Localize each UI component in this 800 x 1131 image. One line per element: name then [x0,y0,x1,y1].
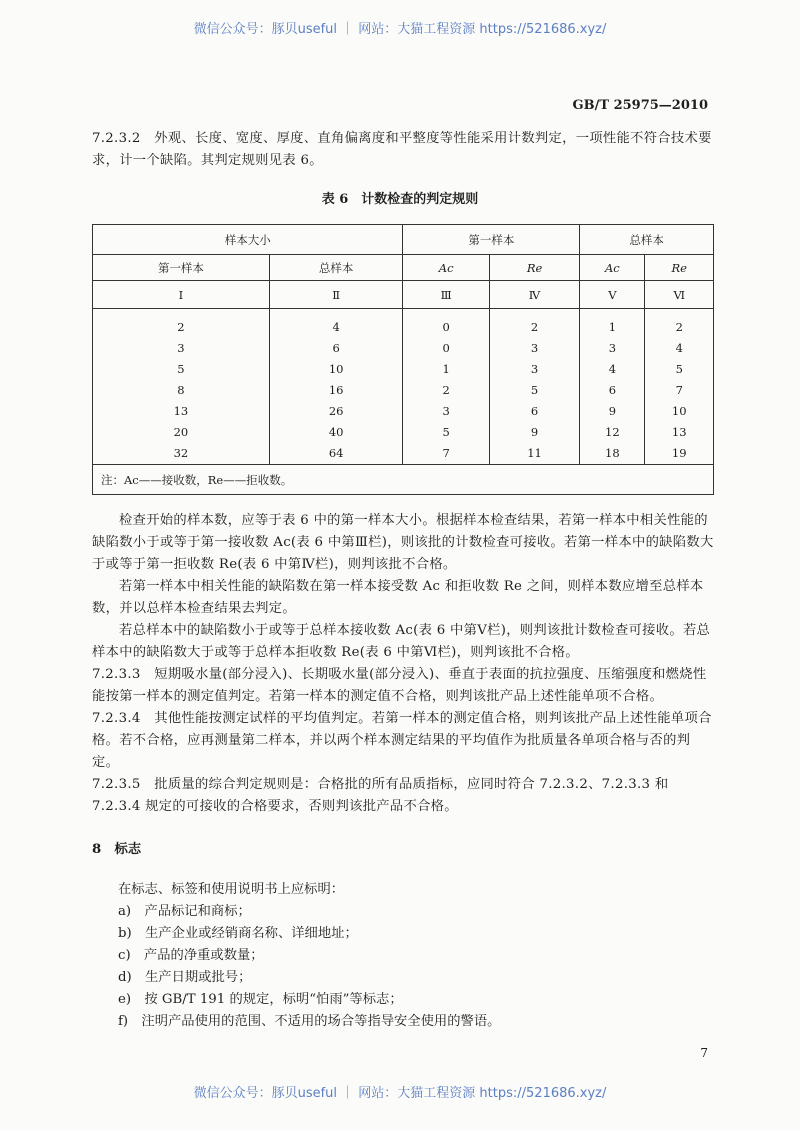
table-note: 注：Ac——接收数，Re——拒收数。 [93,465,714,495]
roman-col: Ⅱ [269,281,403,309]
sub-header: Ac [580,255,645,281]
data-col: 2 4 5 7 10 13 19 [645,309,714,465]
sub-header: Re [489,255,579,281]
list-item: f) 注明产品使用的范围、不适用的场合等指导安全使用的警语。 [118,1014,501,1029]
sub-header: 总样本 [269,255,403,281]
roman-col: Ⅳ [489,281,579,309]
list-item: c) 产品的净重或数量； [118,948,264,963]
watermark-top: 微信公众号：豚贝useful ｜ 网站：大猫工程资源 https://521686.xyz/ [193,22,607,37]
judgment-table [92,224,714,495]
section-heading: 8 标志 [92,842,142,857]
standard-number: GB/T 25975—2010 [572,98,708,113]
sub-header: Ac [403,255,489,281]
data-col: 4 6 10 16 26 40 64 [269,309,403,465]
sub-header: 第一样本 [93,255,270,281]
group-header: 样本大小 [93,225,403,255]
clause-7-2-3-3: 7.2.3.3 短期吸水量(部分浸入)、长期吸水量(部分浸入)、垂直于表面的抗拉强度、压缩强度和燃烧性能按第一样本的测定值判定。若第一样本的测定值不合格，则判该批产品上述性能单项不合格。 [92,667,707,704]
clause-7-2-3-5: 7.2.3.5 批质量的综合判定规则是：合格批的所有品质指标，应同时符合 7.2.3.2、7.2.3.3 和 7.2.3.4 规定的可接收的合格要求，否则判该批产品不合格。 [92,777,669,814]
data-col: 0 0 1 2 3 5 7 [403,309,489,465]
data-col: 1 3 4 6 9 12 18 [580,309,645,465]
line: 求，计一个缺陷。其判定规则见表 6。 [92,153,323,168]
roman-col: Ⅰ [93,281,270,309]
sub-header: Re [645,255,714,281]
list-item: a) 产品标记和商标； [118,904,251,919]
roman-col: Ⅵ [645,281,714,309]
data-col: 2 3 3 5 6 9 11 [489,309,579,465]
list-item: e) 按 GB/T 191 的规定，标明“怕雨”等标志； [118,992,403,1007]
page-number: 7 [700,1046,708,1060]
paragraph: 检查开始的样本数，应等于表 6 中的第一样本大小。根据样本检查结果，若第一样本中相关性能的缺陷数小于或等于第一接收数 Ac(表 6 中第Ⅲ栏)，则该批的计数检查可接收。若第一样本中的缺陷数大于或等于第一拒收数 Re(表 6 中第Ⅳ栏)，则判该批不合格。 [92,513,714,572]
list-item: d) 生产日期或批号； [118,970,252,985]
roman-col: Ⅲ [403,281,489,309]
clause-7-2-3-2 [92,128,714,172]
line: 7.2.3.2 外观、长度、宽度、厚度、直角偏离度和平整度等性能采用计数判定，一项性能不符合技术要 [92,131,712,146]
group-header: 总样本 [580,225,714,255]
group-header: 第一样本 [403,225,580,255]
section-intro: 在标志、标签和使用说明书上应标明： [118,882,345,897]
list-item: b) 生产企业或经销商名称、详细地址； [118,926,358,941]
data-col: 2 3 5 8 13 20 32 [93,309,270,465]
paragraph: 若第一样本中相关性能的缺陷数在第一样本接受数 Ac 和拒收数 Re 之间，则样本数应增至总样本数，并以总样本检查结果去判定。 [92,579,704,616]
roman-col: Ⅴ [580,281,645,309]
clause-7-2-3-4: 7.2.3.4 其他性能按测定试样的平均值判定。若第一样本的测定值合格，则判该批产品上述性能单项合格。若不合格，应再测量第二样本，并以两个样本测定结果的平均值作为批质量各单项合格与否的判定。 [92,711,712,770]
paragraph: 若总样本中的缺陷数小于或等于总样本接收数 Ac(表 6 中第Ⅴ栏)，则判该批计数检查可接收。若总样本中的缺陷数大于或等于总样本拒收数 Re(表 6 中第Ⅵ栏)，则判该批不合格。 [92,623,711,660]
table-caption: 表 6 计数检查的判定规则 [321,192,479,207]
watermark-bottom: 微信公众号：豚贝useful ｜ 网站：大猫工程资源 https://521686.xyz/ [193,1086,607,1101]
